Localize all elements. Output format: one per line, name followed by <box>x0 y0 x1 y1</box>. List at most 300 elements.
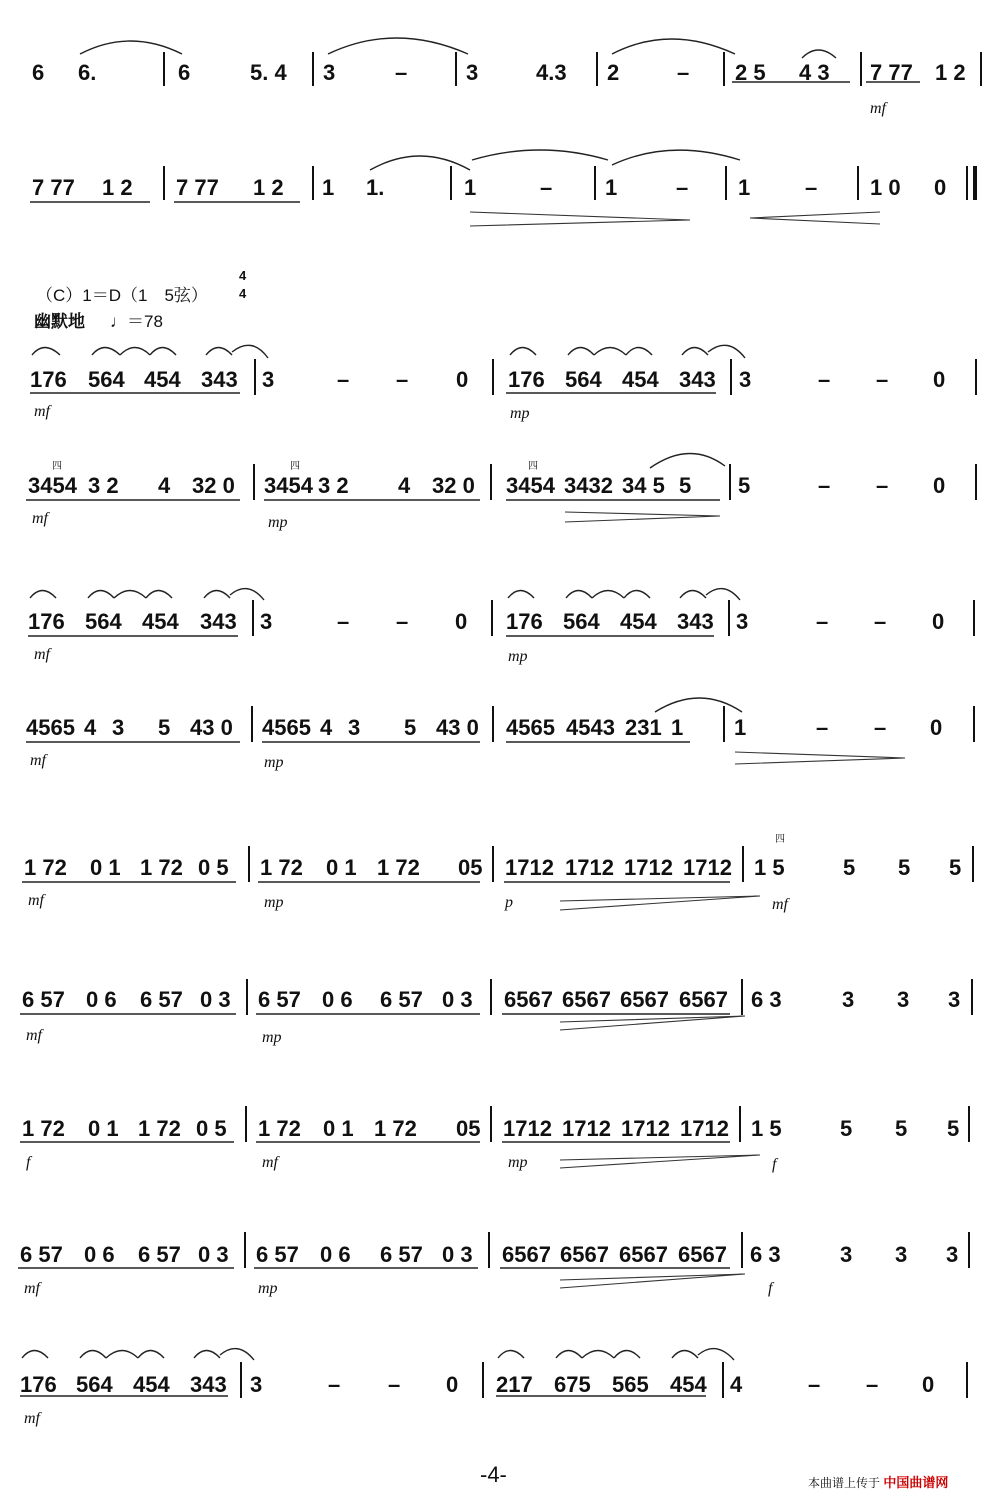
note: 0 <box>922 1372 935 1397</box>
note: 3454 <box>506 473 555 498</box>
note: 1712 <box>505 855 554 880</box>
barline <box>492 846 494 882</box>
note: 43 0 <box>436 715 479 740</box>
note: 454 <box>144 367 181 392</box>
note: 0 6 <box>84 1242 115 1267</box>
triplet-arc <box>194 1351 220 1359</box>
triplet-arc <box>624 591 650 599</box>
note: 6 57 <box>138 1242 181 1267</box>
score-system-11 <box>0 1358 1000 1428</box>
note: 0 <box>934 175 947 200</box>
note: 3 <box>736 609 749 634</box>
note: 3 <box>466 60 479 85</box>
note: 2 <box>607 60 620 85</box>
note: 6 57 <box>20 1242 63 1267</box>
note: 6 <box>178 60 191 85</box>
note: 4 <box>158 473 171 498</box>
note: 3 <box>948 987 961 1012</box>
note: 3 <box>897 987 910 1012</box>
barline <box>860 52 862 86</box>
expression-marking: 幽默地 <box>34 312 85 331</box>
note-dash: – <box>808 1372 821 1397</box>
note: 1 72 <box>258 1116 301 1141</box>
barline <box>245 1106 247 1142</box>
note-dash: – <box>866 1372 879 1397</box>
triplet-arc <box>626 348 652 356</box>
barline <box>163 52 165 86</box>
barline <box>739 1106 741 1142</box>
note: 675 <box>554 1372 591 1397</box>
score-system-5 <box>0 598 1000 668</box>
triplet-arc <box>614 1351 640 1359</box>
triplet-arc <box>88 591 114 599</box>
note: 454 <box>142 609 179 634</box>
dynamic-marking: f <box>26 1154 31 1171</box>
note: 3 <box>946 1242 959 1267</box>
note: 1 72 <box>377 855 420 880</box>
note: 3 <box>840 1242 853 1267</box>
note: 564 <box>76 1372 113 1397</box>
barline <box>728 600 730 636</box>
slur-mark <box>472 150 608 160</box>
barline <box>482 1362 484 1398</box>
score-system-4 <box>0 462 1000 532</box>
barline <box>980 52 982 86</box>
note: 6. <box>78 60 97 85</box>
note: 564 <box>563 609 600 634</box>
barline <box>971 979 973 1015</box>
note: 1712 <box>680 1116 729 1141</box>
note: 1 5 <box>754 855 785 880</box>
time-signature-bottom: 4 <box>239 286 247 301</box>
dynamic-marking: mp <box>264 754 284 771</box>
note: 1 0 <box>870 175 901 200</box>
note: 176 <box>30 367 67 392</box>
dynamic-marking: mp <box>508 648 528 665</box>
note: 0 <box>933 367 946 392</box>
note: 3 <box>260 609 273 634</box>
note: 32 0 <box>192 473 235 498</box>
triplet-arc <box>204 591 230 599</box>
barline <box>968 1232 970 1268</box>
barline <box>741 1232 743 1268</box>
note: 3 <box>348 715 361 740</box>
score-system-7 <box>0 834 1000 913</box>
triplet-arc <box>594 348 626 356</box>
note: 5. 4 <box>250 60 287 85</box>
score-system-1 <box>0 40 1000 117</box>
note: 6567 <box>619 1242 668 1267</box>
note: 0 <box>933 473 946 498</box>
note: 1 <box>605 175 618 200</box>
note: 6 57 <box>22 987 65 1012</box>
note: 4565 <box>262 715 311 740</box>
barline <box>488 1232 490 1268</box>
note: 343 <box>200 609 237 634</box>
triplet-arc <box>22 1351 48 1359</box>
barline <box>248 846 250 882</box>
note-dash: – <box>805 175 818 200</box>
barline <box>254 359 256 395</box>
note-dash: – <box>396 609 409 634</box>
triplet-arc <box>120 348 150 356</box>
note: 4 <box>730 1372 743 1397</box>
note: 0 5 <box>196 1116 227 1141</box>
note: 0 <box>456 367 469 392</box>
note-dash: – <box>396 367 409 392</box>
barline <box>742 846 744 882</box>
barline <box>968 1106 970 1142</box>
triplet-arc <box>32 348 60 356</box>
dynamic-marking: f <box>768 1280 773 1297</box>
note: 6567 <box>562 987 611 1012</box>
dynamic-marking: mp <box>508 1154 528 1171</box>
triplet-arc <box>672 1351 698 1359</box>
dynamic-marking: mf <box>30 752 46 769</box>
triplet-arc <box>114 591 146 599</box>
triplet-arc <box>138 1351 164 1359</box>
note: 564 <box>565 367 602 392</box>
note: 176 <box>508 367 545 392</box>
triplet-arc <box>92 348 120 356</box>
note-dash: – <box>876 473 889 498</box>
note: 1 <box>671 715 684 740</box>
note: 6 57 <box>380 987 423 1012</box>
dynamic-marking: mf <box>262 1154 278 1171</box>
note: 0 <box>930 715 943 740</box>
final-barline-thick <box>973 166 977 200</box>
note: 0 5 <box>198 855 229 880</box>
note: 1 <box>322 175 335 200</box>
dynamic-marking: mp <box>258 1280 278 1297</box>
note: 3432 <box>564 473 613 498</box>
note: 7 77 <box>32 175 75 200</box>
barline <box>455 52 457 86</box>
note: 3 <box>250 1372 263 1397</box>
barline <box>966 1362 968 1398</box>
score-system-2 <box>0 160 1000 230</box>
note: 6 57 <box>256 1242 299 1267</box>
barline <box>491 600 493 636</box>
triplet-arc <box>30 591 56 599</box>
barline <box>244 1232 246 1268</box>
triplet-arc <box>556 1351 582 1359</box>
note: 0 1 <box>326 855 357 880</box>
note: 565 <box>612 1372 649 1397</box>
note: 43 0 <box>190 715 233 740</box>
note: 1 72 <box>140 855 183 880</box>
note: 3 <box>262 367 275 392</box>
dynamic-marking: mf <box>32 510 48 527</box>
dynamic-marking: mp <box>262 1029 282 1046</box>
barline <box>240 1362 242 1398</box>
dynamic-marking: p <box>505 894 513 911</box>
note: 454 <box>622 367 659 392</box>
dynamic-marking: mf <box>772 896 788 913</box>
note-dash: – <box>874 715 887 740</box>
barline <box>729 464 731 500</box>
note: 343 <box>677 609 714 634</box>
note: 3 <box>739 367 752 392</box>
note: 3 2 <box>88 473 119 498</box>
note: 3 <box>895 1242 908 1267</box>
note-dash: – <box>818 367 831 392</box>
note: 5 <box>895 1116 908 1141</box>
note: 34 5 <box>622 473 665 498</box>
barline <box>973 706 975 742</box>
note-dash: – <box>540 175 553 200</box>
note: 1 2 <box>935 60 966 85</box>
note: 1 <box>464 175 477 200</box>
dynamic-marking: mf <box>26 1027 42 1044</box>
note: 0 3 <box>198 1242 229 1267</box>
note: 5 <box>840 1116 853 1141</box>
tempo-marking: ♩＝78 <box>110 312 163 331</box>
note: 4 <box>84 715 97 740</box>
barline <box>492 359 494 395</box>
barline <box>490 464 492 500</box>
note: 6 3 <box>751 987 782 1012</box>
note: 454 <box>620 609 657 634</box>
barline <box>246 979 248 1015</box>
note: 1712 <box>621 1116 670 1141</box>
note: 7 77 <box>870 60 913 85</box>
note: 1712 <box>503 1116 552 1141</box>
note-dash: – <box>337 367 350 392</box>
note: 454 <box>133 1372 170 1397</box>
note: 0 <box>446 1372 459 1397</box>
note: 1 <box>734 715 747 740</box>
barline <box>492 706 494 742</box>
fingering-marking: 四 <box>775 834 785 845</box>
note: 564 <box>88 367 125 392</box>
note: 4 <box>398 473 411 498</box>
time-signature-top: 4 <box>239 268 247 283</box>
dynamic-marking: mf <box>28 892 44 909</box>
triplet-arc <box>582 1351 614 1359</box>
note: 1 72 <box>374 1116 417 1141</box>
note: 05 <box>456 1116 481 1141</box>
note: 5 <box>947 1116 960 1141</box>
note: 6567 <box>678 1242 727 1267</box>
note: 231 <box>625 715 662 740</box>
dynamic-marking: f <box>772 1156 777 1173</box>
barline <box>725 166 727 200</box>
score-system-3 <box>0 355 1000 425</box>
note: 6 3 <box>750 1242 781 1267</box>
note-dash: – <box>388 1372 401 1397</box>
note: 1 5 <box>751 1116 782 1141</box>
barline <box>857 166 859 200</box>
barline <box>596 52 598 86</box>
page-number: -4- <box>480 1462 507 1487</box>
note: 176 <box>28 609 65 634</box>
triplet-arc <box>510 348 536 356</box>
triplet-arc <box>568 348 594 356</box>
note: 1. <box>366 175 385 200</box>
final-barline-thin <box>966 166 968 200</box>
note: 454 <box>670 1372 707 1397</box>
note: 1 72 <box>138 1116 181 1141</box>
note: 5 <box>898 855 911 880</box>
barline <box>975 464 977 500</box>
fingering-marking: 四 <box>52 461 62 472</box>
note-dash: – <box>337 609 350 634</box>
note: 7 77 <box>176 175 219 200</box>
note: 6567 <box>504 987 553 1012</box>
note: 4.3 <box>536 60 567 85</box>
note: 0 3 <box>442 1242 473 1267</box>
note: 4565 <box>506 715 555 740</box>
note: 6567 <box>560 1242 609 1267</box>
note: 1 72 <box>260 855 303 880</box>
note: 0 6 <box>320 1242 351 1267</box>
barline <box>723 52 725 86</box>
note-dash: – <box>328 1372 341 1397</box>
dynamic-marking: mf <box>34 646 50 663</box>
note: 0 6 <box>86 987 117 1012</box>
barline <box>490 1106 492 1142</box>
note: 0 3 <box>200 987 231 1012</box>
barline <box>722 1362 724 1398</box>
note: 6 57 <box>140 987 183 1012</box>
note: 343 <box>679 367 716 392</box>
triplet-arc <box>206 348 232 356</box>
note: 1 <box>738 175 751 200</box>
barline <box>723 706 725 742</box>
note-dash: – <box>677 60 690 85</box>
score-system-9 <box>0 1102 1000 1172</box>
note: 0 <box>455 609 468 634</box>
barline <box>975 359 977 395</box>
note: 2 5 <box>735 60 766 85</box>
barline <box>594 166 596 200</box>
note: 564 <box>85 609 122 634</box>
note: 6567 <box>502 1242 551 1267</box>
triplet-arc <box>508 591 534 599</box>
dynamic-marking: mf <box>34 403 50 420</box>
note: 176 <box>20 1372 57 1397</box>
note: 0 6 <box>322 987 353 1012</box>
note: 343 <box>190 1372 227 1397</box>
barline <box>251 706 253 742</box>
barline <box>490 979 492 1015</box>
note: 5 <box>158 715 171 740</box>
note: 1 72 <box>22 1116 65 1141</box>
note: 1712 <box>562 1116 611 1141</box>
footer-brand: 中国曲谱网 <box>883 1475 949 1490</box>
note: 3 <box>112 715 125 740</box>
note: 217 <box>496 1372 533 1397</box>
note-dash: – <box>818 473 831 498</box>
triplet-arc <box>150 348 176 356</box>
note-dash: – <box>816 715 829 740</box>
note: 3454 <box>28 473 77 498</box>
note: 343 <box>201 367 238 392</box>
triplet-arc <box>498 1351 524 1359</box>
note: 32 0 <box>432 473 475 498</box>
note: 1 2 <box>102 175 133 200</box>
note: 3 <box>323 60 336 85</box>
note: 1712 <box>624 855 673 880</box>
note: 4543 <box>566 715 615 740</box>
barline <box>730 359 732 395</box>
note: 1 72 <box>24 855 67 880</box>
barline <box>163 166 165 200</box>
note: 1 2 <box>253 175 284 200</box>
note: 0 1 <box>323 1116 354 1141</box>
note: 5 <box>404 715 417 740</box>
note-dash: – <box>874 609 887 634</box>
barline <box>312 52 314 86</box>
note: 1712 <box>565 855 614 880</box>
fingering-marking: 四 <box>290 461 300 472</box>
note: 5 <box>949 855 962 880</box>
triplet-arc <box>146 591 172 599</box>
note: 3454 <box>264 473 313 498</box>
dynamic-marking: mp <box>264 894 284 911</box>
note: 4 <box>320 715 333 740</box>
triplet-arc <box>566 591 592 599</box>
barline <box>253 464 255 500</box>
note: 5 <box>843 855 856 880</box>
barline <box>252 600 254 636</box>
note: 3 <box>842 987 855 1012</box>
note: 6 <box>32 60 45 85</box>
note: 6567 <box>620 987 669 1012</box>
score-system-10 <box>0 1228 1000 1298</box>
barline <box>312 166 314 200</box>
note: 4565 <box>26 715 75 740</box>
barline <box>972 846 974 882</box>
note-dash: – <box>876 367 889 392</box>
note: 05 <box>458 855 483 880</box>
barline <box>973 600 975 636</box>
note: 0 3 <box>442 987 473 1012</box>
key-signature: （C）1＝D（1 5弦） <box>36 286 208 305</box>
fingering-marking: 四 <box>528 461 538 472</box>
note: 6 57 <box>258 987 301 1012</box>
note: 5 <box>738 473 751 498</box>
barline <box>450 166 452 200</box>
dynamic-marking: mf <box>870 100 886 117</box>
triplet-arc <box>592 591 624 599</box>
dynamic-marking: mf <box>24 1410 40 1427</box>
score-system-6 <box>0 704 1000 774</box>
note: 0 1 <box>90 855 121 880</box>
barline <box>741 979 743 1015</box>
note: 5 <box>679 473 692 498</box>
dynamic-marking: mp <box>510 405 530 422</box>
note: 3 2 <box>318 473 349 498</box>
footer-text: 本曲谱上传于 <box>808 1476 881 1490</box>
triplet-arc <box>682 348 708 356</box>
triplet-arc <box>80 1351 106 1359</box>
triplet-arc <box>680 591 706 599</box>
note: 1712 <box>683 855 732 880</box>
note: 176 <box>506 609 543 634</box>
note-dash: – <box>676 175 689 200</box>
dynamic-marking: mp <box>268 514 288 531</box>
score-system-8 <box>0 975 1000 1045</box>
footer-credit <box>808 1472 948 1491</box>
note: 0 1 <box>88 1116 119 1141</box>
note: 6567 <box>679 987 728 1012</box>
dynamic-marking: mf <box>24 1280 40 1297</box>
note: 0 <box>932 609 945 634</box>
note-dash: – <box>816 609 829 634</box>
note: 6 57 <box>380 1242 423 1267</box>
